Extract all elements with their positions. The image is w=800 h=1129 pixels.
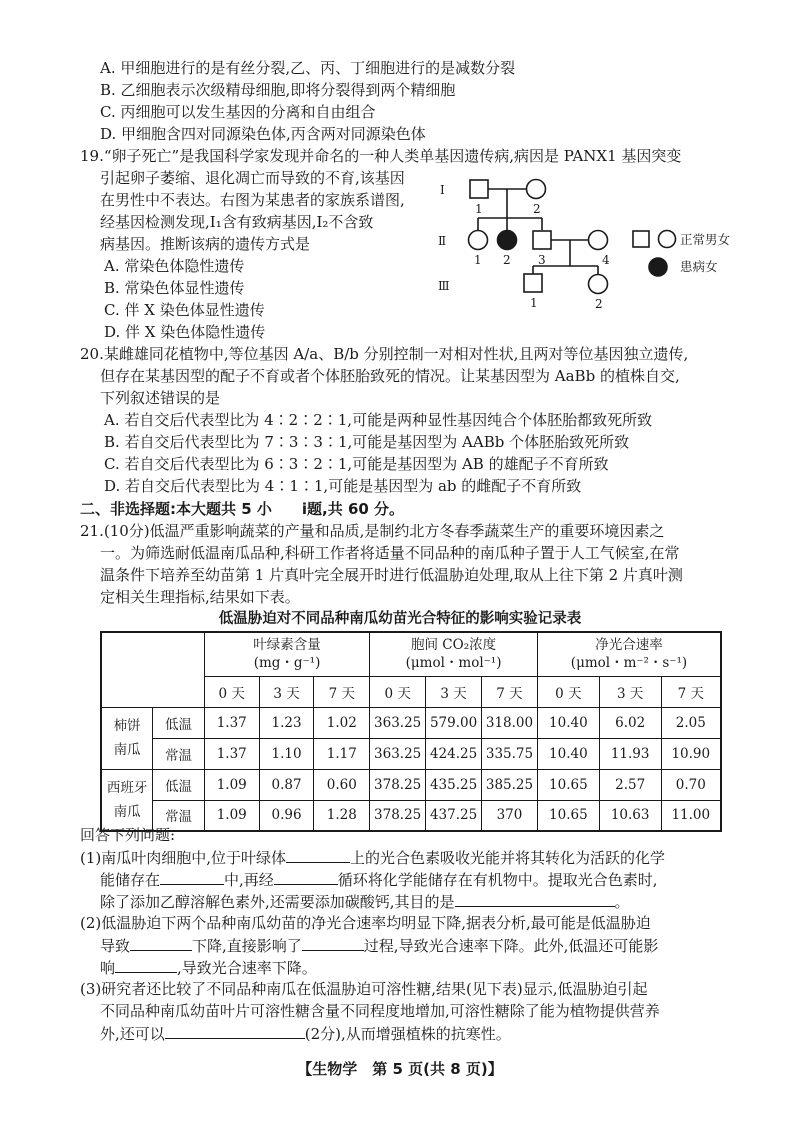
data-cell: 0.96 — [259, 800, 314, 831]
pedigree-ii3-male — [533, 231, 551, 249]
data-cell: 11.93 — [599, 738, 661, 769]
data-cell: 1.23 — [259, 707, 314, 738]
page-footer: 【生物学 第 5 页(共 8 页)】 — [297, 1060, 503, 1078]
q21-part3-line3 — [100, 1023, 511, 1045]
data-cell: 363.25 — [370, 707, 426, 738]
data-cell: 318.00 — [482, 707, 538, 738]
data-cell: 370 — [482, 800, 538, 831]
data-cell: 424.25 — [426, 738, 482, 769]
data-cell: 10.90 — [661, 738, 721, 769]
q19-stem-line4: 经基因检测发现,Ⅰ₁含有致病基因,Ⅰ₂不含致 — [100, 213, 374, 231]
section-2-heading: 二、非选择题:本大题共 5 小 i题,共 60 分。 — [80, 500, 405, 518]
variety-shibing — [101, 707, 153, 769]
data-cell: 10.65 — [537, 800, 599, 831]
condition-cell: 低温 — [153, 707, 205, 738]
data-cell: 1.37 — [204, 738, 259, 769]
q19-stem-line1: 19.“卵子死亡”是我国科学家发现并命名的一种人类单基因遗传病,病因是 PANX1 基因突变 — [80, 147, 682, 165]
answer-blank-2[interactable] — [160, 869, 224, 885]
table-row — [101, 707, 721, 738]
data-cell: 378.25 — [370, 800, 426, 831]
q18-option-b: B. 乙细胞表示次级精母细胞,即将分裂得到两个精细胞 — [100, 81, 456, 99]
header-co2-name: 胞间 CO₂浓度 — [411, 637, 497, 654]
q19-stem-line5: 病基因。推断该病的遗传方式是 — [100, 235, 311, 253]
data-cell: 0.87 — [259, 769, 314, 800]
q21-part1-text-d: 中,再经 — [224, 871, 274, 889]
header-net-photosynthesis-unit: (μmol・m⁻²・s⁻¹) — [570, 655, 688, 672]
day-header: 7 天 — [482, 676, 538, 707]
day-header: 0 天 — [370, 676, 426, 707]
pedigree-gen-ii-label: Ⅱ — [438, 234, 447, 248]
pedigree-ii4-number: 4 — [602, 253, 610, 267]
q18-option-a: A. 甲细胞进行的是有丝分裂,乙、丙、丁细胞进行的是减数分裂 — [100, 59, 516, 77]
data-cell: 437.25 — [426, 800, 482, 831]
header-chlorophyll-unit: (mg・g⁻¹) — [253, 655, 321, 672]
header-net-photosynthesis — [537, 632, 721, 676]
data-cell: 1.09 — [204, 769, 259, 800]
q19-option-d: D. 伴 X 染色体隐性遗传 — [104, 323, 266, 341]
q21-stem-line3: 温条件下培养至幼苗第 1 片真叶完全展开时进行低温胁迫处理,取从上往下第 2 片真叶测 — [100, 566, 683, 584]
q21-stem-line1: 21.(10分)低温严重影响蔬菜的产量和品质,是制约北方冬春季蔬菜生产的重要环境因素之 — [80, 522, 665, 540]
data-cell: 1.28 — [314, 800, 370, 831]
answer-blank-1[interactable] — [286, 847, 350, 863]
q21-part3-line2: 不同品种南瓜幼苗叶片可溶性糖含量不同程度地增加,可溶性糖除了能为植物提供营养 — [100, 1002, 660, 1020]
legend-normal-label: 正常男女 — [680, 232, 731, 247]
answer-blank-7[interactable] — [115, 957, 177, 973]
data-cell: 1.10 — [259, 738, 314, 769]
table-title: 低温胁迫对不同品种南瓜幼苗光合特征的影响实验记录表 — [218, 611, 582, 627]
q20-option-d: D. 若自交后代表型比为 4∶1∶1,可能是基因型为 ab 的雌配子不育所致 — [104, 477, 582, 495]
pedigree-ii4-female — [589, 231, 608, 250]
q21-prompt: 回答下列问题: — [80, 826, 176, 844]
q21-part1-text-c: 能储存在 — [100, 871, 161, 889]
data-cell: 1.09 — [204, 800, 259, 831]
photosynthesis-data-table — [100, 631, 722, 832]
q21-part3-line1: (3)研究者还比较了不同品种南瓜在低温胁迫可溶性糖,结果(见下表)显示,低温胁迫引起 — [80, 980, 648, 998]
q21-part2-text-d: 过程,导致光合速率下降。此外,低温还可能影 — [363, 937, 659, 955]
q21-part1-text-b: 上的光合色素吸收光能并将其转化为活跃的化学 — [350, 849, 666, 867]
condition-cell: 低温 — [153, 769, 205, 800]
data-cell: 10.63 — [599, 800, 661, 831]
q21-part3-text-d: (2分),从而增强植株的抗寒性。 — [304, 1025, 511, 1043]
q20-option-a: A. 若自交后代表型比为 4∶2∶2∶1,可能是两种显性基因纯合个体胚胎都致死所致 — [104, 411, 653, 429]
header-co2-unit: (μmol・mol⁻¹) — [405, 655, 502, 672]
q18-option-d: D. 甲细胞含四对同源染色体,丙含两对同源染色体 — [100, 125, 426, 143]
data-cell: 10.65 — [537, 769, 599, 800]
data-cell: 579.00 — [426, 707, 482, 738]
q19-option-a: A. 常染色体隐性遗传 — [104, 257, 245, 275]
legend-female-icon — [659, 231, 676, 248]
day-header: 3 天 — [259, 676, 314, 707]
table-row — [101, 800, 721, 831]
variety-spanish — [101, 769, 153, 831]
pedigree-ii1-female — [469, 231, 488, 250]
data-cell: 335.75 — [482, 738, 538, 769]
pedigree-chart — [430, 170, 790, 320]
day-header: 0 天 — [537, 676, 599, 707]
table-row — [101, 738, 721, 769]
q21-part2-text-f: ,导致光合速率下降。 — [177, 959, 317, 977]
pedigree-ii2-number: 2 — [503, 253, 511, 267]
answer-blank-4[interactable] — [455, 891, 615, 907]
q21-part2-line3 — [100, 957, 317, 979]
q18-option-c: C. 丙细胞可以发生基因的分离和自由组合 — [100, 103, 376, 121]
variety-name-line2: 南瓜 — [113, 803, 141, 820]
data-cell: 378.25 — [370, 769, 426, 800]
answer-blank-6[interactable] — [302, 935, 364, 951]
variety-name-line1: 西班牙 — [106, 779, 148, 796]
pedigree-i1-male — [470, 180, 488, 198]
q20-stem-line2: 但存在某基因型的配子不育或者个体胚胎致死的情况。让某基因型为 AaBb 的植株自交, — [100, 367, 680, 385]
legend-male-icon — [633, 231, 649, 247]
data-cell: 10.40 — [537, 707, 599, 738]
q21-stem-line2: 一。为筛选耐低温南瓜品种,科研工作者将适量不同品种的南瓜种子置于人工气候室,在常 — [100, 544, 680, 562]
pedigree-iii2-number: 2 — [595, 297, 603, 311]
table-corner-cell — [101, 632, 204, 707]
day-header: 3 天 — [426, 676, 482, 707]
q21-part2-line2 — [100, 935, 658, 957]
table-row — [101, 769, 721, 800]
q21-stem-line4: 定相关生理指标,结果如下表。 — [100, 588, 300, 606]
q21-part1-text-f: 除了添加乙醇溶解色素外,还需要添加碳酸钙,其目的是 — [100, 893, 455, 911]
pedigree-i2-number: 2 — [533, 202, 541, 216]
q21-part2-line1: (2)低温胁迫下两个品种南瓜幼苗的净光合速率均明显下降,据表分析,最可能是低温胁迫 — [80, 914, 651, 932]
answer-blank-8[interactable] — [165, 1023, 305, 1039]
pedigree-iii2-female — [589, 275, 608, 294]
data-cell: 11.00 — [661, 800, 721, 831]
pedigree-gen-iii-label: Ⅲ — [438, 279, 450, 293]
pedigree-i2-female — [527, 180, 546, 199]
pedigree-gen-i-label: Ⅰ — [440, 183, 445, 197]
data-cell: 2.57 — [599, 769, 661, 800]
legend-affected-label: 患病女 — [680, 259, 718, 274]
q21-part2-text-b: 导致 — [100, 937, 131, 955]
q21-part1-text-a: (1)南瓜叶肉细胞中,位于叶绿体 — [80, 849, 287, 867]
data-cell: 0.70 — [661, 769, 721, 800]
data-cell: 1.37 — [204, 707, 259, 738]
data-cell: 1.17 — [314, 738, 370, 769]
q20-stem-line1: 20.某雌雄同花植物中,等位基因 A/a、B/b 分别控制一对相对性状,且两对等位基因独立遗传, — [80, 345, 689, 363]
day-header: 0 天 — [204, 676, 259, 707]
data-cell: 435.25 — [426, 769, 482, 800]
pedigree-ii3-number: 3 — [538, 253, 546, 267]
pedigree-i1-number: 1 — [475, 202, 483, 216]
answer-blank-3[interactable] — [274, 869, 338, 885]
header-chlorophyll — [204, 632, 369, 676]
q19-option-c: C. 伴 X 染色体显性遗传 — [104, 301, 265, 319]
q21-part1-line2 — [100, 869, 658, 891]
day-header: 3 天 — [599, 676, 661, 707]
data-cell: 6.02 — [599, 707, 661, 738]
data-cell: 363.25 — [370, 738, 426, 769]
variety-name-line2: 南瓜 — [113, 742, 141, 758]
data-cell: 1.02 — [314, 707, 370, 738]
q19-stem-line2: 引起卵子萎缩、退化凋亡而导致的不育,该基因 — [100, 169, 405, 187]
q21-part1-line1 — [80, 847, 665, 869]
q19-stem-line3: 在男性中不表达。右图为某患者的家族系谱图, — [100, 191, 405, 209]
pedigree-ii1-number: 1 — [474, 253, 482, 267]
data-cell: 2.05 — [661, 707, 721, 738]
q19-option-b: B. 常染色体显性遗传 — [104, 279, 245, 297]
day-header: 7 天 — [314, 676, 370, 707]
variety-name-line1: 柿饼 — [113, 718, 141, 734]
header-chlorophyll-name: 叶绿素含量 — [253, 637, 321, 654]
q20-option-c: C. 若自交后代表型比为 6∶3∶2∶1,可能是基因型为 AB 的雄配子不育所致 — [104, 455, 609, 473]
q21-part1-line3 — [100, 891, 630, 913]
header-net-photosynthesis-name: 净光合速率 — [595, 637, 663, 654]
data-cell: 10.40 — [537, 738, 599, 769]
q20-stem-line3: 下列叙述错误的是 — [100, 389, 221, 407]
condition-cell: 常温 — [153, 738, 205, 769]
q20-option-b: B. 若自交后代表型比为 7∶3∶3∶1,可能是基因型为 AABb 个体胚胎致死所致 — [104, 433, 630, 451]
data-cell: 385.25 — [482, 769, 538, 800]
q21-part1-text-g: 。 — [614, 893, 630, 911]
q21-part2-text-e: 响 — [100, 959, 116, 977]
pedigree-ii2-affected-female — [498, 231, 517, 250]
q21-part2-text-c: 下降,直接影响了 — [192, 937, 302, 955]
pedigree-iii1-number: 1 — [530, 296, 538, 310]
q21-part3-text-c: 外,还可以 — [100, 1025, 165, 1043]
answer-blank-5[interactable] — [130, 935, 192, 951]
header-co2 — [370, 632, 538, 676]
legend-affected-female-icon — [649, 258, 667, 276]
data-cell: 0.60 — [314, 769, 370, 800]
condition-cell: 常温 — [153, 800, 205, 831]
pedigree-iii1-male — [524, 274, 542, 292]
day-header: 7 天 — [661, 676, 721, 707]
q21-part1-text-e: 循环将化学能储存在有机物中。提取光合色素时, — [337, 871, 658, 889]
